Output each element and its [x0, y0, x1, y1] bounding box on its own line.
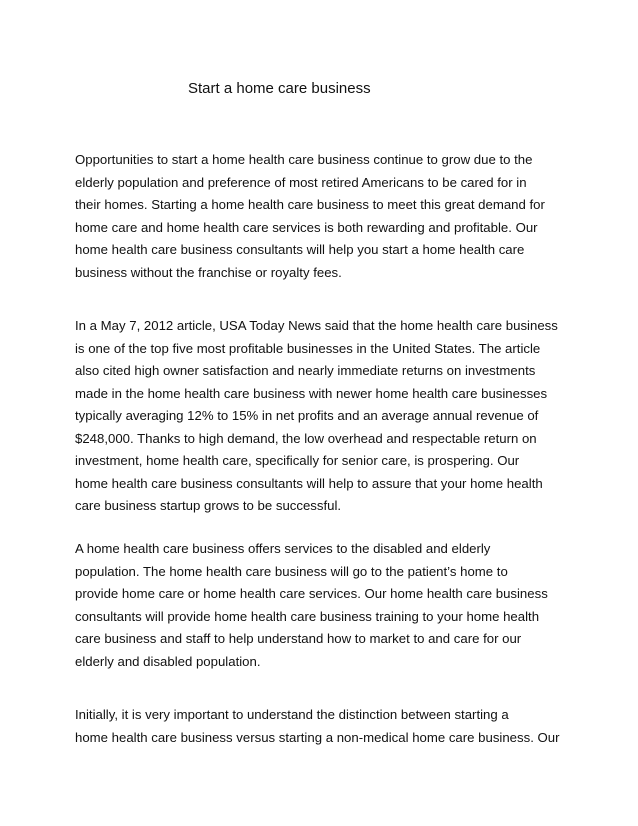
paragraph-line: elderly population and preference of most retired Americans to be cared for in [75, 174, 527, 190]
paragraph-4 [75, 704, 575, 749]
paragraph-line: care business startup grows to be successful. [75, 498, 342, 513]
paragraph-line: care business and staff to help understand how to market to and care for our [75, 631, 522, 646]
paragraph-line: Opportunities to start a home health care business continue to grow due to the [75, 152, 533, 167]
paragraph-line: home health care business consultants will help you start a home health care [75, 242, 525, 257]
paragraph-line: elderly and disabled population. [75, 653, 261, 669]
paragraph-line: made in the home health care business with newer home health care businesses [75, 385, 548, 401]
paragraph-3 [75, 538, 575, 673]
paragraph-line: A home health care business offers services to the disabled and elderly [75, 541, 491, 556]
paragraph-line: investment, home health care, specifically for senior care, is prospering. Our [75, 453, 520, 468]
paragraph-line: population. The home health care business will go to the patient’s home to [75, 563, 508, 579]
paragraph-line: consultants will provide home health care business training to your home health [75, 608, 540, 624]
document-title: Start a home care business [188, 80, 371, 97]
paragraph-line: business without the franchise or royalty fees. [75, 264, 342, 280]
paragraph-line: home health care business consultants will help to assure that your home health [75, 475, 543, 491]
paragraph-line: also cited high owner satisfaction and nearly immediate returns on investments [75, 363, 536, 378]
paragraph-line: In a May 7, 2012 article, USA Today News said that the home health care business [75, 318, 558, 333]
paragraph-line: Initially, it is very important to understand the distinction between starting a [75, 707, 509, 722]
paragraph-line: their homes. Starting a home health care business to meet this great demand for [75, 197, 545, 212]
paragraph-2 [75, 315, 575, 518]
paragraph-line: provide home care or home health care services. Our home health care business [75, 586, 548, 601]
paragraph-line: $248,000. Thanks to high demand, the low overhead and respectable return on [75, 430, 537, 446]
paragraph-line: typically averaging 12% to 15% in net profits and an average annual revenue of [75, 408, 539, 423]
paragraph-line: home care and home health care services is both rewarding and profitable. Our [75, 219, 538, 235]
paragraph-line: is one of the top five most profitable businesses in the United States. The article [75, 340, 541, 356]
paragraph-1 [75, 149, 575, 284]
paragraph-line: home health care business versus starting a non-medical home care business. Our [75, 729, 560, 745]
